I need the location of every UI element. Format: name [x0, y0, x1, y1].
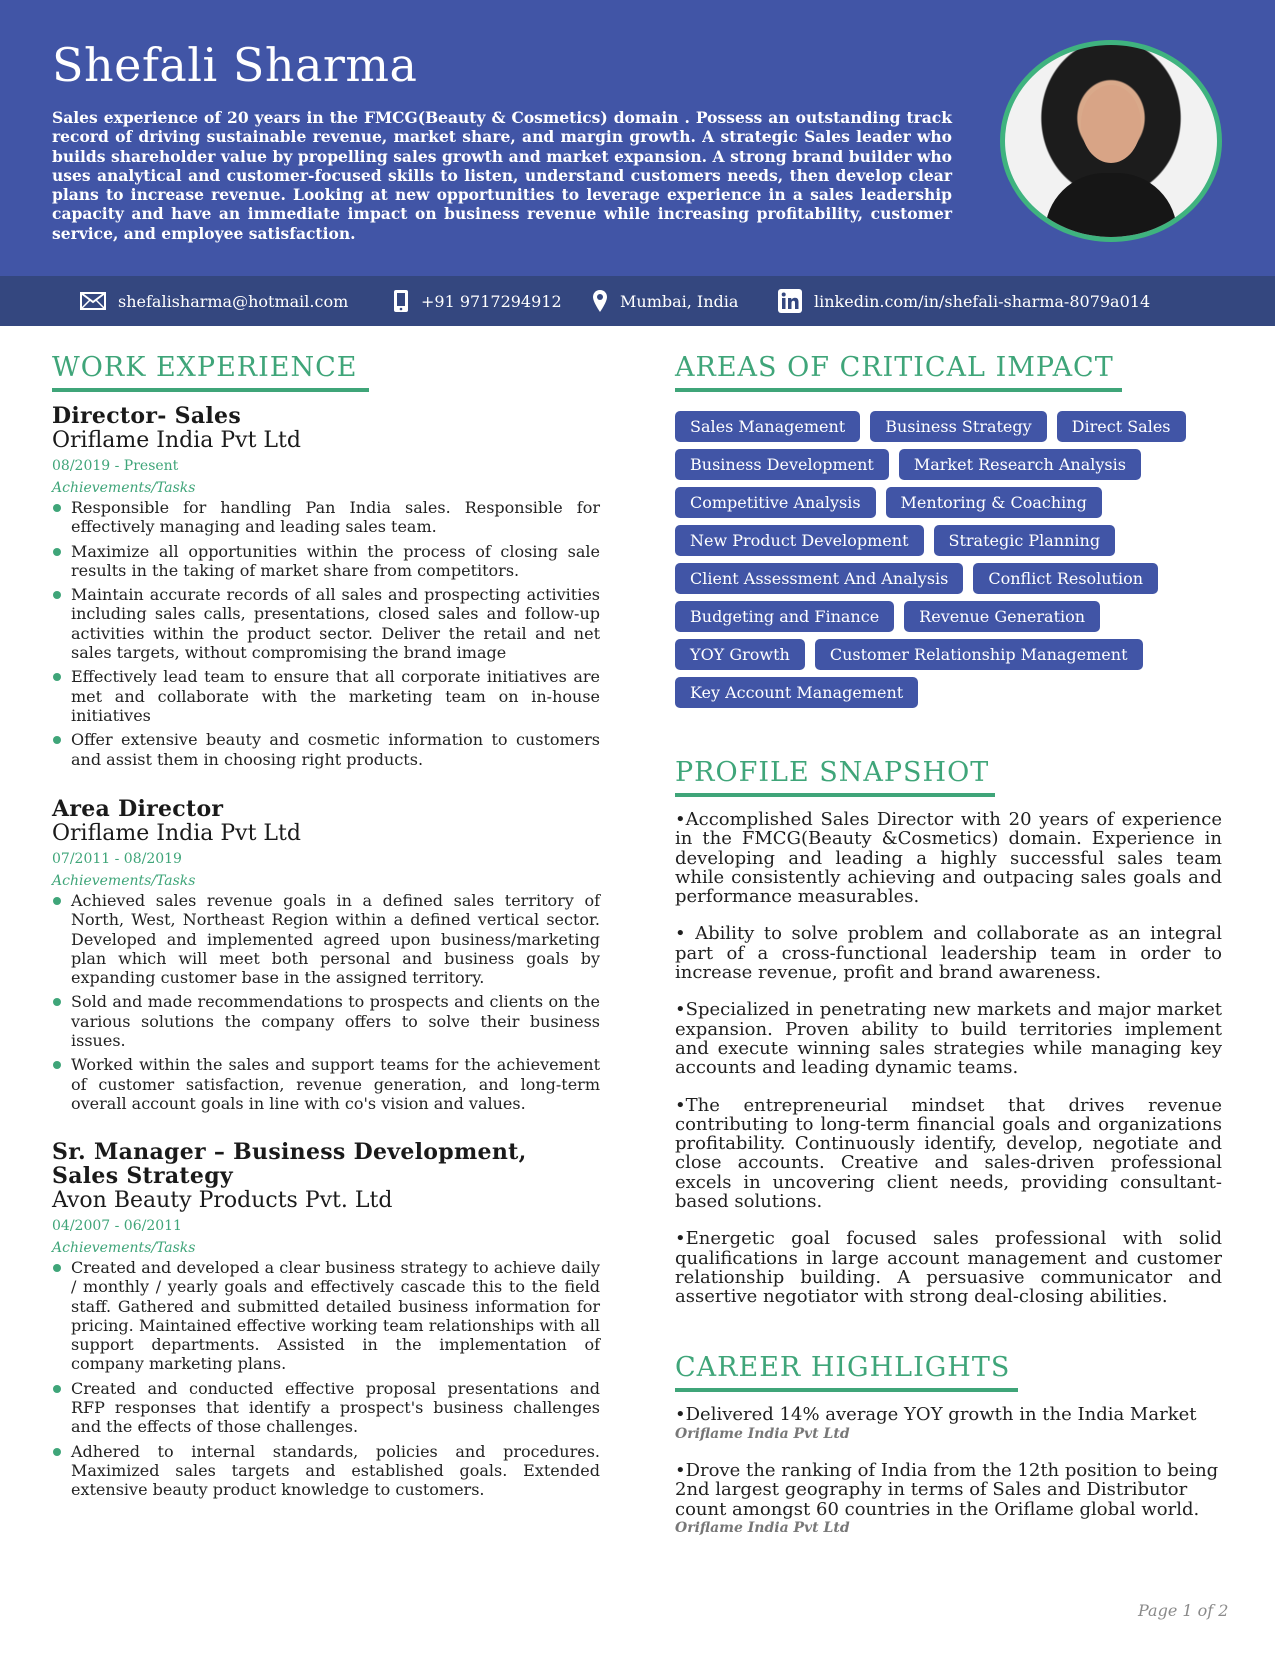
impact-tag: Customer Relationship Management	[815, 639, 1143, 670]
impact-tag: Business Strategy	[870, 411, 1046, 442]
contact-linkedin-text: linkedin.com/in/shefali-sharma-8079a014	[814, 291, 1151, 311]
contact-phone[interactable]	[393, 276, 562, 326]
highlight-text: •Delivered 14% average YOY growth in the India Market	[675, 1404, 1197, 1425]
bullet-dot-icon	[53, 591, 61, 599]
impact-underline	[675, 388, 1122, 392]
contact-email[interactable]	[80, 276, 348, 326]
impact-tag: New Product Development	[675, 525, 924, 556]
snapshot-title: PROFILE SNAPSHOT	[675, 757, 990, 788]
impact-tag: Strategic Planning	[934, 525, 1116, 556]
job-bullet: Created and conducted effective proposal presentations and RFP responses that identify a prospect's business challenges and the effects of those challenges.	[52, 1379, 600, 1437]
bullet-dot-icon	[53, 1061, 61, 1069]
bullet-dot-icon	[53, 673, 61, 681]
snapshot-item: •Energetic goal focused sales professional with solid qualifications in large account management and customer relationship building. A persuasive communicator and assertive negotiator with strong deal-closing abilities.	[675, 1228, 1222, 1308]
job-dates: 08/2019 - Present	[52, 458, 179, 474]
contact-email-text: shefalisharma@hotmail.com	[118, 291, 349, 311]
job-title: Area Director	[52, 796, 224, 822]
bullet-dot-icon	[53, 504, 61, 512]
job-bullet: Responsible for handling Pan India sales. Responsible for effectively managing and leading sales team.	[52, 498, 600, 537]
job-area-director	[52, 797, 600, 1118]
snapshot-item: •The entrepreneurial mindset that drives revenue contributing to long-term financial goals and organizations profitability. Continuously identify, develop, negotiate and close accounts. Creative and sales-driven professional excels in uncovering client needs, providing consultant-based solutions.	[675, 1094, 1222, 1213]
profile-photo	[1000, 40, 1222, 242]
job-title: Director- Sales	[52, 403, 242, 429]
header-banner	[0, 0, 1275, 276]
snapshot-content	[675, 810, 1222, 1325]
job-dates: 07/2011 - 08/2019	[52, 851, 182, 867]
bullet-dot-icon	[53, 1264, 61, 1272]
snapshot-item: •Specialized in penetrating new markets and major market expansion. Proven ability to build territories implement and execute winning sales strategies while managing key accounts and leading dynamic teams.	[675, 999, 1222, 1079]
impact-tag: Key Account Management	[675, 677, 918, 708]
job-company: Oriflame India Pvt Ltd	[52, 821, 301, 846]
job-bullet: Achieved sales revenue goals in a defined sales territory of North, West, Northeast Region within a defined vertical sector. Developed and implemented agreed upon business/marketing plan which will meet both personal and business goals by expanding customer base in the assigned territory.	[52, 891, 600, 987]
impact-tag: YOY Growth	[675, 639, 805, 670]
job-bullet: Offer extensive beauty and cosmetic information to customers and assist them in choosing right products.	[52, 730, 600, 769]
job-achievements-label: Achievements/Tasks	[52, 873, 196, 889]
job-achievements-label: Achievements/Tasks	[52, 480, 196, 496]
envelope-icon	[80, 292, 106, 310]
highlights-underline	[675, 1388, 1018, 1392]
work-experience-title: WORK EXPERIENCE	[52, 352, 358, 383]
job-achievements-label: Achievements/Tasks	[52, 1240, 196, 1256]
contact-location-text: Mumbai, India	[620, 291, 739, 311]
job-bullet: Maintain accurate records of all sales and prospecting activities including sales calls, presentations, closed sales and follow-up activities within the product sector. Deliver the retail and net sales targets, without compromising the brand image	[52, 585, 600, 662]
highlight-text: •Drove the ranking of India from the 12th position to being 2nd largest geography in terms of Sales and Distributor count amongst 60 countries in the Oriflame global world.	[675, 1459, 1219, 1520]
bullet-dot-icon	[53, 1385, 61, 1393]
job-bullet: Effectively lead team to ensure that all corporate initiatives are met and collaborate with the marketing team on in-house initiatives	[52, 667, 600, 725]
job-company: Avon Beauty Products Pvt. Ltd	[52, 1188, 393, 1213]
snapshot-item: •Accomplished Sales Director with 20 years of experience in the FMCG(Beauty &Cosmetics) domain. Experience in developing and leading a highly successful sales team while consistently achieving and outpacing sales goals and performance measurables.	[675, 809, 1222, 908]
impact-tag: Revenue Generation	[904, 601, 1100, 632]
job-title: Sr. Manager – Business Development, Sales Strategy	[52, 1139, 527, 1189]
bullet-dot-icon	[53, 736, 61, 744]
page-number: Page 1 of 2	[1138, 1601, 1229, 1620]
impact-tag: Mentoring & Coaching	[886, 487, 1102, 518]
impact-tag: Market Research Analysis	[899, 449, 1141, 480]
job-bullet: Created and developed a clear business strategy to achieve daily / monthly / yearly goals and effectively cascade this to the field staff. Gathered and submitted detailed business information for pricing. Maintained effective working team relationships with all support departments. Assisted in the implementation of company marketing plans.	[52, 1258, 600, 1374]
impact-title: AREAS OF CRITICAL IMPACT	[675, 352, 1114, 383]
job-bullet: Adhered to internal standards, policies and procedures. Maximized sales targets and established goals. Extended extensive beauty product knowledge to customers.	[52, 1442, 600, 1500]
bullet-dot-icon	[53, 548, 61, 556]
job-bullet-list	[52, 498, 600, 769]
candidate-name: Shefali Sharma	[52, 38, 418, 92]
job-dates: 04/2007 - 06/2011	[52, 1218, 182, 1234]
job-sr-manager	[52, 1140, 600, 1505]
impact-tag-list	[675, 411, 1235, 715]
location-pin-icon	[592, 289, 608, 313]
impact-tag: Competitive Analysis	[675, 487, 876, 518]
highlight-company: Oriflame India Pvt Ltd	[675, 1425, 850, 1442]
photo-face-shape	[1081, 85, 1141, 163]
impact-tag: Budgeting and Finance	[675, 601, 894, 632]
impact-tag: Direct Sales	[1057, 411, 1186, 442]
highlights-title: CAREER HIGHLIGHTS	[675, 1352, 1011, 1383]
snapshot-item: • Ability to solve problem and collaborate as an integral part of a cross-functional leadership team in order to increase revenue, profit and brand awareness.	[675, 923, 1222, 984]
job-company: Oriflame India Pvt Ltd	[52, 428, 301, 453]
impact-tag: Client Assessment And Analysis	[675, 563, 963, 594]
impact-tag: Sales Management	[675, 411, 860, 442]
bullet-dot-icon	[53, 1448, 61, 1456]
bullet-dot-icon	[53, 998, 61, 1006]
phone-icon	[393, 289, 409, 313]
job-bullet-list	[52, 891, 600, 1113]
contact-bar	[0, 276, 1275, 326]
job-bullet: Worked within the sales and support teams for the achievement of customer satisfaction, revenue generation, and long-term overall account goals in line with co's vision and values.	[52, 1055, 600, 1113]
contact-phone-text: +91 9717294912	[421, 291, 562, 311]
contact-location	[592, 276, 738, 326]
impact-tag: Business Development	[675, 449, 889, 480]
job-bullet: Sold and made recommendations to prospects and clients on the various solutions the company offers to solve their business issues.	[52, 992, 600, 1050]
highlights-content	[675, 1405, 1222, 1555]
snapshot-underline	[675, 793, 995, 797]
job-director-sales	[52, 404, 600, 774]
summary-text: Sales experience of 20 years in the FMCG(Beauty & Cosmetics) domain . Possess an outstanding track record of driving sustainable revenue, market share, and margin growth. A strategic Sales leader who builds shareholder value by propelling sales growth and market expansion. A strong brand builder who uses analytical and customer-focused skills to listen, understand customers needs, then develop clear plans to increase revenue. Looking at new opportunities to leverage experience in a sales leadership capacity and have an immediate impact on business revenue while increasing profitability, customer service, and employee satisfaction.	[52, 108, 952, 243]
contact-linkedin[interactable]	[778, 276, 1150, 326]
job-bullet-list	[52, 1258, 600, 1500]
photo-body-shape	[1045, 173, 1177, 242]
highlight-company: Oriflame India Pvt Ltd	[675, 1520, 850, 1536]
work-experience-underline	[52, 388, 369, 392]
job-bullet: Maximize all opportunities within the process of closing sale results in the taking of market share from competitors.	[52, 542, 600, 581]
impact-tag: Conflict Resolution	[973, 563, 1158, 594]
linkedin-icon	[778, 289, 802, 313]
bullet-dot-icon	[53, 897, 61, 905]
